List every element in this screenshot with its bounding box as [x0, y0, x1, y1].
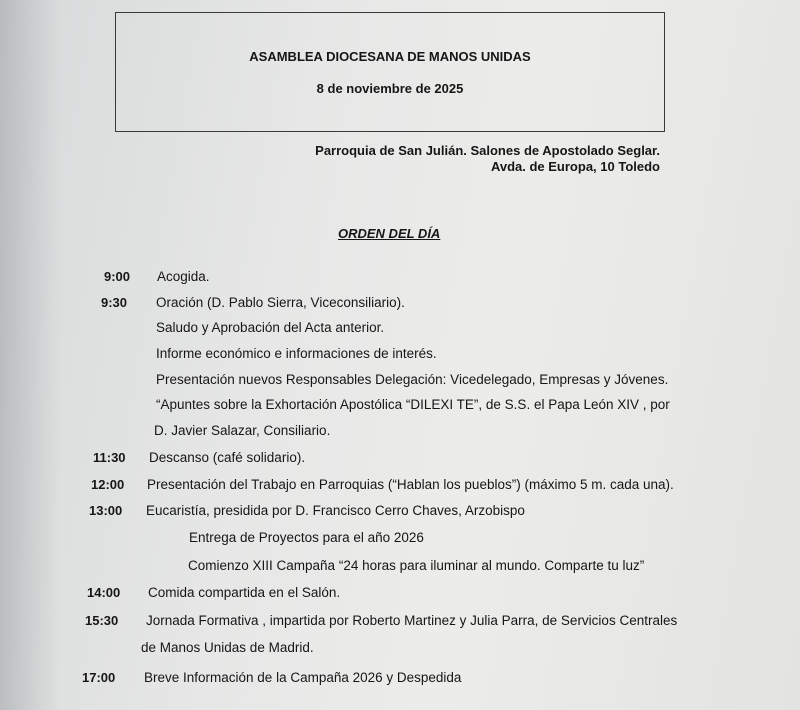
- agenda-time: 15:30: [85, 613, 119, 628]
- agenda-time: 14:00: [87, 585, 121, 600]
- agenda-item: Breve Información de la Campaña 2026 y Despedida: [144, 670, 462, 685]
- page-shadow: [0, 0, 60, 710]
- agenda-item: “Apuntes sobre la Exhortación Apostólica “DILEXI TE”, de S.S. el Papa León XIV , por: [156, 397, 670, 412]
- agenda-time: 17:00: [82, 670, 116, 685]
- agenda-time: 11:30: [93, 450, 126, 465]
- agenda-item: Descanso (café solidario).: [149, 450, 306, 465]
- agenda-item: Entrega de Proyectos para el año 2026: [189, 530, 424, 545]
- agenda-item: de Manos Unidas de Madrid.: [141, 640, 314, 655]
- agenda-item: Presentación nuevos Responsables Delegación: Vicedelegado, Empresas y Jóvenes.: [156, 372, 669, 387]
- agenda-item: Jornada Formativa , impartida por Roberto Martinez y Julia Parra, de Servicios Centrales: [146, 613, 678, 628]
- location-line-2: Avda. de Europa, 10 Toledo: [490, 159, 660, 174]
- agenda-time: 9:30: [101, 295, 128, 310]
- event-date: 8 de noviembre de 2025: [316, 81, 464, 96]
- agenda-time: 9:00: [104, 269, 131, 284]
- title-box: [115, 12, 665, 132]
- agenda-time: 12:00: [91, 477, 125, 492]
- agenda-item: Oración (D. Pablo Sierra, Viceconsiliario).: [156, 295, 405, 310]
- agenda-time: 13:00: [89, 503, 123, 518]
- agenda-item: Acogida.: [157, 269, 210, 284]
- agenda-item: Presentación del Trabajo en Parroquias (“Hablan los pueblos”) (máximo 5 m. cada una).: [147, 477, 674, 492]
- agenda-item: Saludo y Aprobación del Acta anterior.: [156, 320, 385, 335]
- location-line-1: Parroquia de San Julián. Salones de Apostolado Seglar.: [315, 143, 660, 158]
- agenda-item: D. Javier Salazar, Consiliario.: [154, 423, 331, 438]
- agenda-item: Comienzo XIII Campaña “24 horas para iluminar al mundo. Comparte tu luz”: [188, 558, 645, 573]
- agenda-item: Comida compartida en el Salón.: [148, 585, 341, 600]
- document-title: ASAMBLEA DIOCESANA DE MANOS UNIDAS: [249, 49, 531, 64]
- agenda-item: Eucaristía, presidida por D. Francisco Cerro Chaves, Arzobispo: [146, 503, 525, 518]
- agenda-heading: ORDEN DEL DÍA: [338, 226, 441, 241]
- agenda-item: Informe económico e informaciones de interés.: [156, 346, 437, 361]
